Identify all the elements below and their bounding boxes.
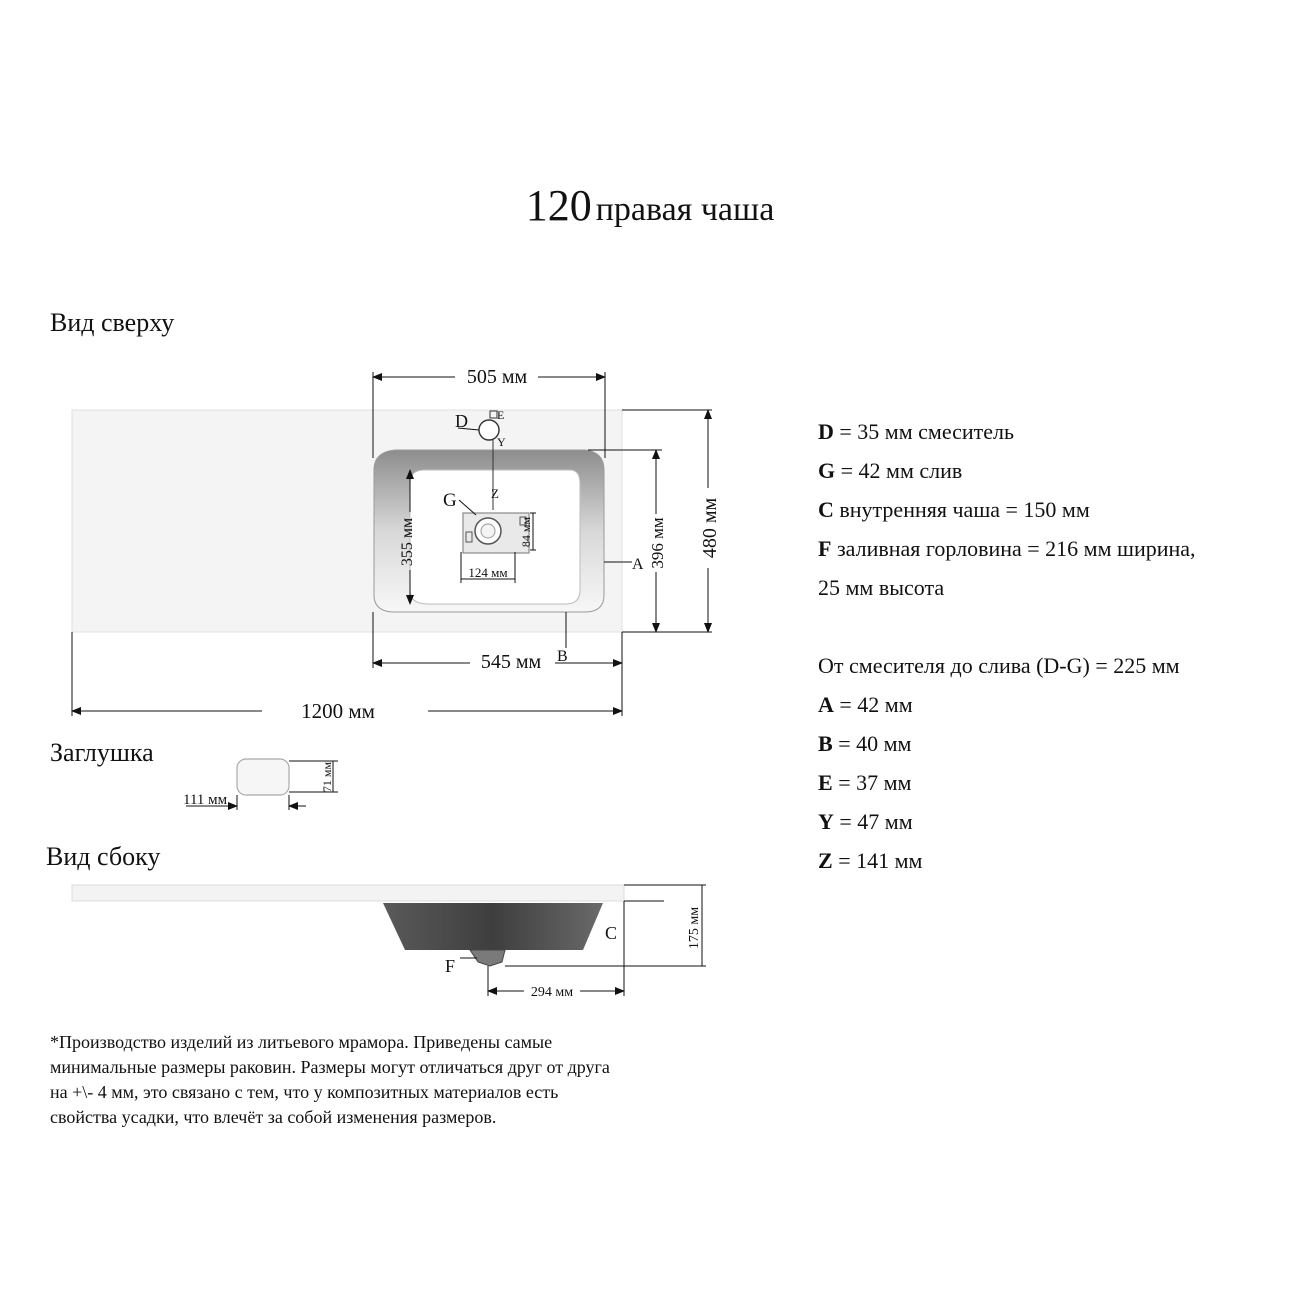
footnote-line: на +\- 4 мм, это связано с тем, что у композитных материалов есть [50, 1082, 559, 1102]
dim-84: 84 мм [519, 516, 533, 548]
spec-item [818, 607, 1196, 646]
spec-item: F заливная горловина = 216 мм ширина, [818, 536, 1196, 561]
side-view-label: Вид сбоку [46, 842, 161, 871]
footnote [50, 1030, 730, 1130]
dim-396: 396 мм [648, 517, 667, 569]
spec-item: 25 мм высота [818, 575, 945, 600]
spec-item: G = 42 мм слив [818, 458, 963, 483]
spec-item: D = 35 мм смеситель [818, 419, 1015, 444]
dim-111: 111 мм [183, 792, 228, 808]
plug-view [183, 759, 338, 810]
title-number: 120 [525, 181, 592, 230]
countertop-side [72, 885, 624, 901]
marker-y: Y [497, 435, 506, 449]
spec-item: C внутренняя чаша = 150 мм [818, 497, 1090, 522]
dim-1200: 1200 мм [301, 699, 375, 723]
dim-294: 294 мм [530, 985, 574, 1000]
top-view-label: Вид сверху [50, 308, 175, 337]
footnote-line: минимальные размеры раковин. Размеры могут отличаться друг от друга [50, 1057, 610, 1077]
marker-a: A [632, 556, 644, 573]
marker-f: F [445, 956, 456, 976]
spec-item: От смесителя до слива (D-G) = 225 мм [818, 653, 1180, 678]
marker-e: E [497, 408, 505, 422]
spec-item: Z = 141 мм [818, 848, 923, 873]
spec-item: A = 42 мм [818, 692, 913, 717]
plug-label: Заглушка [50, 738, 154, 767]
marker-c: C [605, 923, 618, 943]
footnote-line: *Производство изделий из литьевого мрамора. Приведены самые [50, 1032, 553, 1052]
side-view [72, 885, 706, 1000]
bowl-side [383, 903, 603, 950]
top-view [72, 366, 721, 723]
dim-355: 355 мм [399, 517, 416, 567]
plug-shape [237, 759, 289, 795]
marker-d: D [455, 411, 468, 431]
dim-545: 545 мм [480, 651, 542, 673]
spec-list [818, 412, 1196, 880]
marker-z: Z [491, 486, 499, 501]
spec-item: E = 37 мм [818, 770, 912, 795]
spec-item: B = 40 мм [818, 731, 912, 756]
dim-505: 505 мм [466, 366, 528, 388]
title-text: правая чаша [595, 191, 775, 228]
footnote-line: свойства усадки, что влечёт за собой изменения размеров. [50, 1107, 497, 1127]
spec-item: Y = 47 мм [818, 809, 913, 834]
faucet-hole-icon [479, 420, 499, 440]
marker-g: G [443, 490, 457, 511]
dim-71: 71 мм [320, 761, 334, 793]
dim-175: 175 мм [687, 906, 702, 950]
dim-480: 480 мм [699, 497, 721, 559]
dim-124: 124 мм [468, 565, 508, 580]
marker-b: B [557, 648, 568, 665]
